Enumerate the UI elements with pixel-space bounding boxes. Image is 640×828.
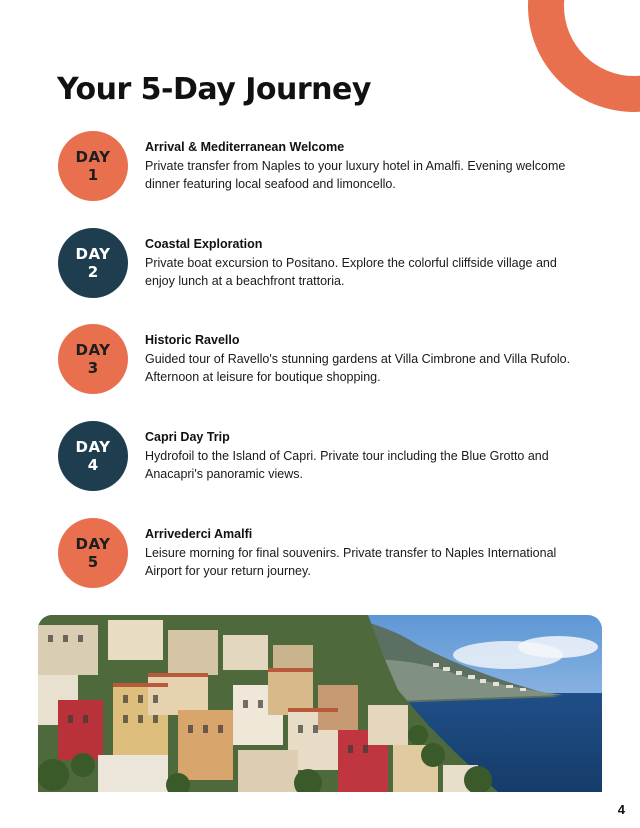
day-title: Arrival & Mediterranean Welcome [145, 140, 345, 154]
day-badge-word: DAY [75, 245, 111, 263]
day-title: Historic Ravello [145, 333, 240, 347]
page-title: Your 5-Day Journey [57, 72, 371, 107]
day-item-3 [58, 324, 618, 396]
day-badge [58, 131, 128, 201]
coastal-village-photo [38, 615, 602, 792]
day-badge [58, 324, 128, 394]
day-badge-number: 1 [87, 166, 99, 184]
day-badge-number: 3 [87, 359, 99, 377]
day-badge [58, 518, 128, 588]
day-badge-word: DAY [75, 535, 111, 553]
day-description: Private boat excursion to Positano. Explore the colorful cliffside village and enjoy lunch at a beachfront trattoria. [145, 256, 557, 288]
day-description: Leisure morning for final souvenirs. Private transfer to Naples International Airport for your return journey. [145, 546, 557, 578]
day-description: Guided tour of Ravello's stunning gardens at Villa Cimbrone and Villa Rufolo. Afternoon at leisure for boutique shopping. [145, 352, 571, 384]
day-description: Hydrofoil to the Island of Capri. Private tour including the Blue Grotto and Anacapri's panoramic views. [145, 449, 549, 481]
day-badge-word: DAY [75, 438, 111, 456]
day-badge-word: DAY [75, 148, 111, 166]
day-title: Coastal Exploration [145, 237, 263, 251]
day-badge-number: 4 [87, 456, 99, 474]
day-badge-number: 5 [87, 553, 99, 571]
day-badge [58, 228, 128, 298]
day-title: Arrivederci Amalfi [145, 527, 253, 541]
day-badge-word: DAY [75, 341, 111, 359]
day-item-4 [58, 421, 618, 493]
day-description: Private transfer from Naples to your luxury hotel in Amalfi. Evening welcome dinner featuring local seafood and limoncello. [145, 159, 566, 191]
day-badge [58, 421, 128, 491]
decorative-ring [528, 0, 640, 112]
day-badge-number: 2 [87, 263, 99, 281]
day-item-2 [58, 228, 618, 300]
day-item-5 [58, 518, 618, 590]
day-title: Capri Day Trip [145, 430, 230, 444]
day-item-1 [58, 131, 618, 203]
page-number: 4 [617, 802, 625, 817]
